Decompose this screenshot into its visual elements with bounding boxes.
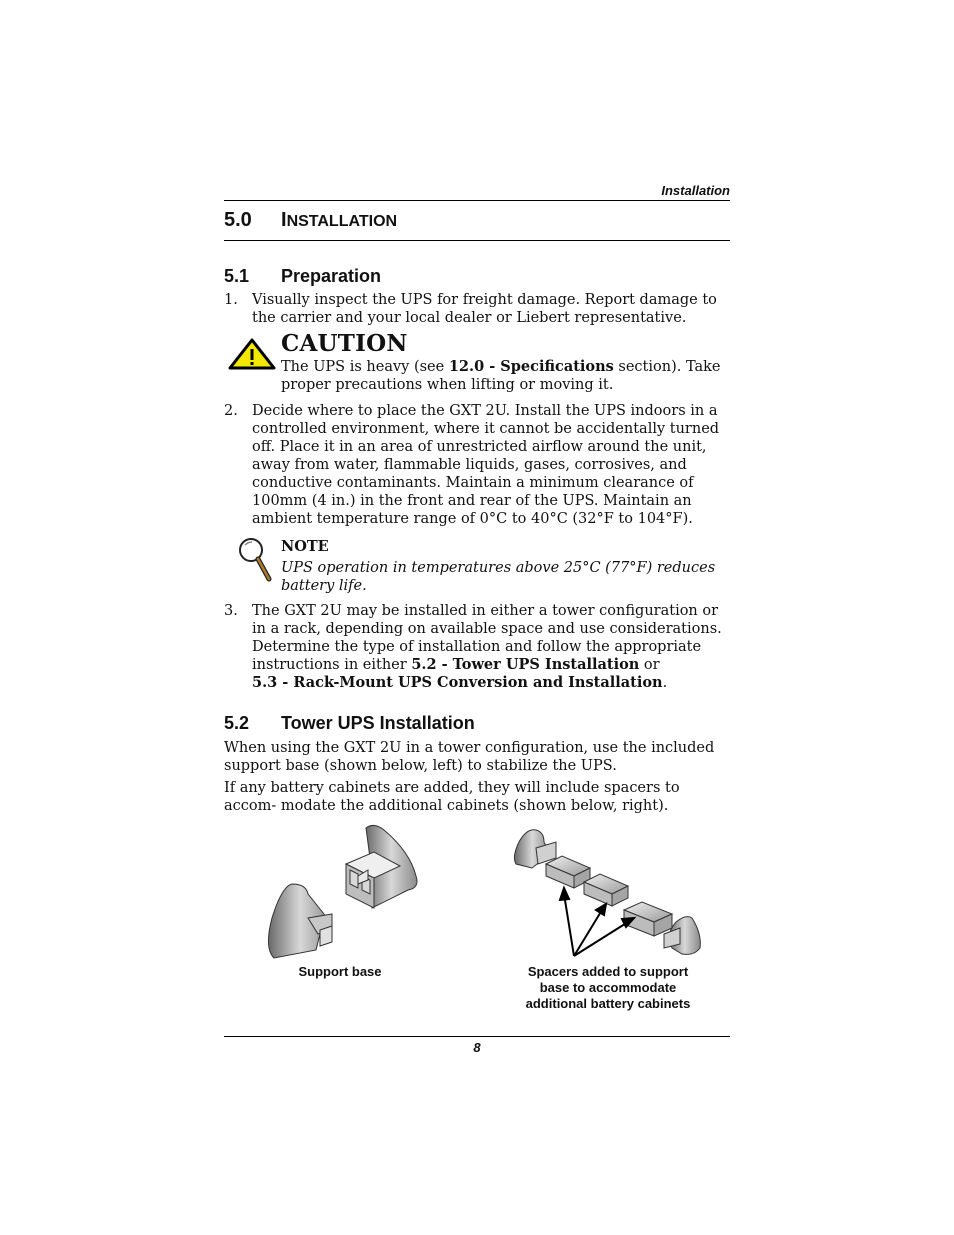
note-title: NOTE (281, 538, 329, 555)
step-text: Decide where to place the GXT 2U. Install the UPS indoors in a controlled environment, where it cannot be accidentally turned off. Place it in an area of unrestricted airflow around the unit, away from water, flammable liquids, gases, corrosives, and conductive contaminants. Maintain a minimum clearance of 100mm (4 in.) in the front and rear of the UPS. Maintain an ambient temperature range of 0°C to 40°C (32°F to 104°F). (252, 403, 720, 527)
note-text: UPS operation in temperatures above 25°C (77°F) reduces battery life. (281, 560, 716, 594)
figure-caption-support-base: Support base (298, 964, 382, 979)
header-rule (224, 200, 730, 201)
chapter-heading (224, 209, 397, 232)
paragraph-support-base: When using the GXT 2U in a tower configuration, use the included support base (shown below, left) to stabilize the UPS. (224, 740, 715, 774)
support-base-figure (224, 818, 730, 1018)
step-number: 3. (224, 603, 238, 619)
step-text-part: . (662, 675, 668, 691)
step-text-part: The GXT 2U may be installed in either a tower configuration or in a rack, depending on available space and use considerations. Determine the type of installation and follow the appropriate instructions in either (252, 603, 722, 673)
warning-triangle-icon (228, 338, 276, 370)
chapter-number: 5.0 (224, 209, 252, 231)
chapter-title-initial: I (281, 209, 287, 231)
chapter-rule (224, 240, 730, 241)
section-title: Tower UPS Installation (281, 713, 475, 733)
support-base-left-piece (268, 884, 332, 958)
caution-text-part: section). Take proper precautions when lifting or moving it. (281, 359, 721, 393)
footer-rule (224, 1036, 730, 1037)
page-number: 8 (473, 1040, 481, 1055)
section-title: Preparation (281, 266, 382, 286)
section-number: 5.1 (224, 266, 250, 286)
section-number: 5.2 (224, 713, 250, 733)
tower-installation-reference: 5.2 - Tower UPS Installation (411, 656, 640, 673)
step-text-part: or (639, 657, 660, 673)
caution-text-part: The UPS is heavy (see (281, 359, 449, 375)
step-number: 1. (224, 292, 238, 308)
rack-mount-reference: 5.3 - Rack-Mount UPS Conversion and Installation (252, 674, 663, 691)
caution-title: CAUTION (281, 330, 408, 357)
figure-caption-spacers (490, 964, 726, 1012)
specifications-reference: 12.0 - Specifications (448, 358, 614, 375)
caution-text (281, 358, 730, 394)
magnifier-icon (236, 536, 272, 582)
caption-line: additional battery cabinets (525, 996, 691, 1011)
caption-line: base to accommodate (539, 980, 677, 995)
support-base-illustration (224, 818, 730, 963)
step-number: 2. (224, 403, 238, 419)
running-head: Installation (661, 183, 730, 198)
caption-line: Spacers added to support (527, 964, 689, 979)
step-text (252, 602, 730, 692)
paragraph-spacers: If any battery cabinets are added, they will include spacers to accom- modate the additional cabinets (shown below, right). (224, 780, 680, 814)
step-text: Visually inspect the UPS for freight damage. Report damage to the carrier and your local dealer or Liebert representative. (252, 292, 717, 326)
support-base-right-piece (346, 825, 417, 908)
section-heading-tower-installation (224, 713, 475, 734)
section-heading-preparation (224, 266, 381, 287)
chapter-title-rest: NSTALLATION (286, 213, 398, 230)
